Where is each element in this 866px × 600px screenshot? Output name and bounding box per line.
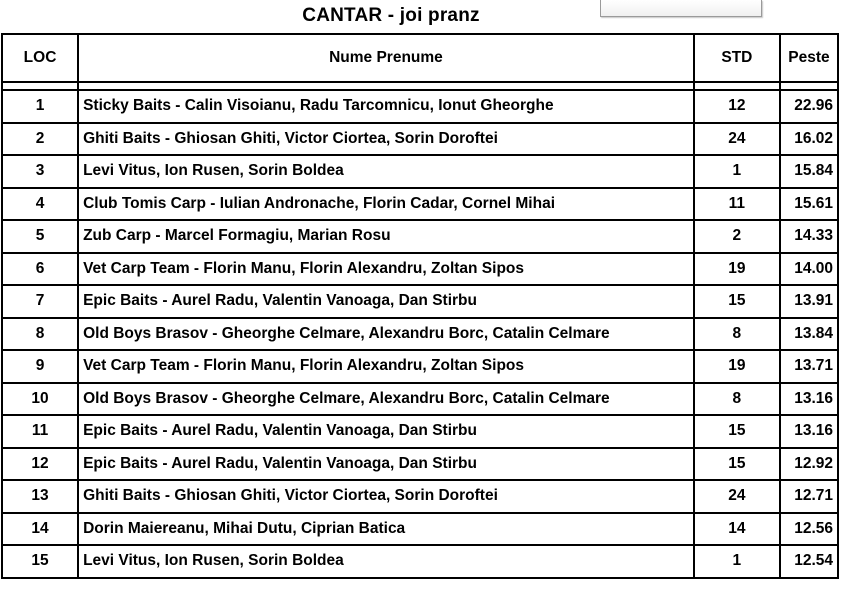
table-body [2, 82, 838, 578]
header-loc: LOC [2, 34, 78, 82]
table-row [2, 90, 838, 123]
table-row [2, 123, 838, 156]
cell-peste: 13.91 [780, 285, 838, 318]
cell-peste: 22.96 [780, 90, 838, 123]
cell-std: 24 [694, 123, 780, 156]
cell-loc: 6 [2, 253, 78, 286]
cell-name: Sticky Baits - Calin Visoianu, Radu Tarcomnicu, Ionut Gheorghe [78, 90, 694, 123]
cell-loc: 9 [2, 350, 78, 383]
cell-loc: 8 [2, 318, 78, 351]
cell-name: Ghiti Baits - Ghiosan Ghiti, Victor Ciortea, Sorin Doroftei [78, 480, 694, 513]
cell-std: 15 [694, 415, 780, 448]
cell-loc: 2 [2, 123, 78, 156]
cell-peste: 15.84 [780, 155, 838, 188]
table-row [2, 513, 838, 546]
table-row [2, 448, 838, 481]
cell-std: 15 [694, 285, 780, 318]
cell-std: 24 [694, 480, 780, 513]
cell-loc: 12 [2, 448, 78, 481]
cell-std: 8 [694, 318, 780, 351]
cell-name: Epic Baits - Aurel Radu, Valentin Vanoaga, Dan Stirbu [78, 448, 694, 481]
table-row [2, 188, 838, 221]
cell-std: 15 [694, 448, 780, 481]
header-peste: Peste [780, 34, 838, 82]
cell-peste: 12.71 [780, 480, 838, 513]
header-name: Nume Prenume [78, 34, 694, 82]
cell-peste: 12.56 [780, 513, 838, 546]
table-row [2, 480, 838, 513]
cell-loc: 11 [2, 415, 78, 448]
spacer-cell [780, 82, 838, 90]
cell-name: Dorin Maiereanu, Mihai Dutu, Ciprian Batica [78, 513, 694, 546]
cell-loc: 10 [2, 383, 78, 416]
cell-std: 8 [694, 383, 780, 416]
cell-name: Levi Vitus, Ion Rusen, Sorin Boldea [78, 155, 694, 188]
table-row [2, 318, 838, 351]
table-row [2, 415, 838, 448]
table-row [2, 350, 838, 383]
header-control-box[interactable] [600, 0, 762, 17]
cell-peste: 13.16 [780, 383, 838, 416]
cell-loc: 7 [2, 285, 78, 318]
cell-std: 2 [694, 220, 780, 253]
cell-std: 19 [694, 350, 780, 383]
cell-std: 12 [694, 90, 780, 123]
table-row [2, 383, 838, 416]
cell-name: Old Boys Brasov - Gheorghe Celmare, Alexandru Borc, Catalin Celmare [78, 383, 694, 416]
cell-std: 11 [694, 188, 780, 221]
cell-std: 19 [694, 253, 780, 286]
spacer-cell [78, 82, 694, 90]
spacer-row [2, 82, 838, 90]
page-title: CANTAR - joi pranz [302, 5, 480, 26]
table-header [2, 34, 838, 82]
cell-loc: 4 [2, 188, 78, 221]
cell-peste: 16.02 [780, 123, 838, 156]
cell-name: Club Tomis Carp - Iulian Andronache, Florin Cadar, Cornel Mihai [78, 188, 694, 221]
cell-name: Epic Baits - Aurel Radu, Valentin Vanoaga, Dan Stirbu [78, 285, 694, 318]
cell-peste: 13.84 [780, 318, 838, 351]
cell-name: Epic Baits - Aurel Radu, Valentin Vanoaga, Dan Stirbu [78, 415, 694, 448]
header-row [2, 34, 838, 82]
cell-peste: 12.92 [780, 448, 838, 481]
table-row [2, 285, 838, 318]
cell-loc: 5 [2, 220, 78, 253]
table-row [2, 220, 838, 253]
cell-loc: 1 [2, 90, 78, 123]
cell-std: 1 [694, 545, 780, 578]
cell-loc: 15 [2, 545, 78, 578]
cell-name: Ghiti Baits - Ghiosan Ghiti, Victor Ciortea, Sorin Doroftei [78, 123, 694, 156]
cell-peste: 13.16 [780, 415, 838, 448]
cell-name: Levi Vitus, Ion Rusen, Sorin Boldea [78, 545, 694, 578]
cell-peste: 14.00 [780, 253, 838, 286]
cell-name: Old Boys Brasov - Gheorghe Celmare, Alexandru Borc, Catalin Celmare [78, 318, 694, 351]
cell-name: Vet Carp Team - Florin Manu, Florin Alexandru, Zoltan Sipos [78, 253, 694, 286]
table-row [2, 253, 838, 286]
cell-peste: 12.54 [780, 545, 838, 578]
spacer-cell [694, 82, 780, 90]
table-row [2, 155, 838, 188]
cell-name: Zub Carp - Marcel Formagiu, Marian Rosu [78, 220, 694, 253]
cell-name: Vet Carp Team - Florin Manu, Florin Alexandru, Zoltan Sipos [78, 350, 694, 383]
results-table [1, 33, 839, 579]
table-row [2, 545, 838, 578]
cell-std: 1 [694, 155, 780, 188]
cell-peste: 15.61 [780, 188, 838, 221]
cell-peste: 13.71 [780, 350, 838, 383]
cell-loc: 14 [2, 513, 78, 546]
cell-std: 14 [694, 513, 780, 546]
cell-loc: 13 [2, 480, 78, 513]
cell-peste: 14.33 [780, 220, 838, 253]
spacer-cell [2, 82, 78, 90]
cell-loc: 3 [2, 155, 78, 188]
header-std: STD [694, 34, 780, 82]
